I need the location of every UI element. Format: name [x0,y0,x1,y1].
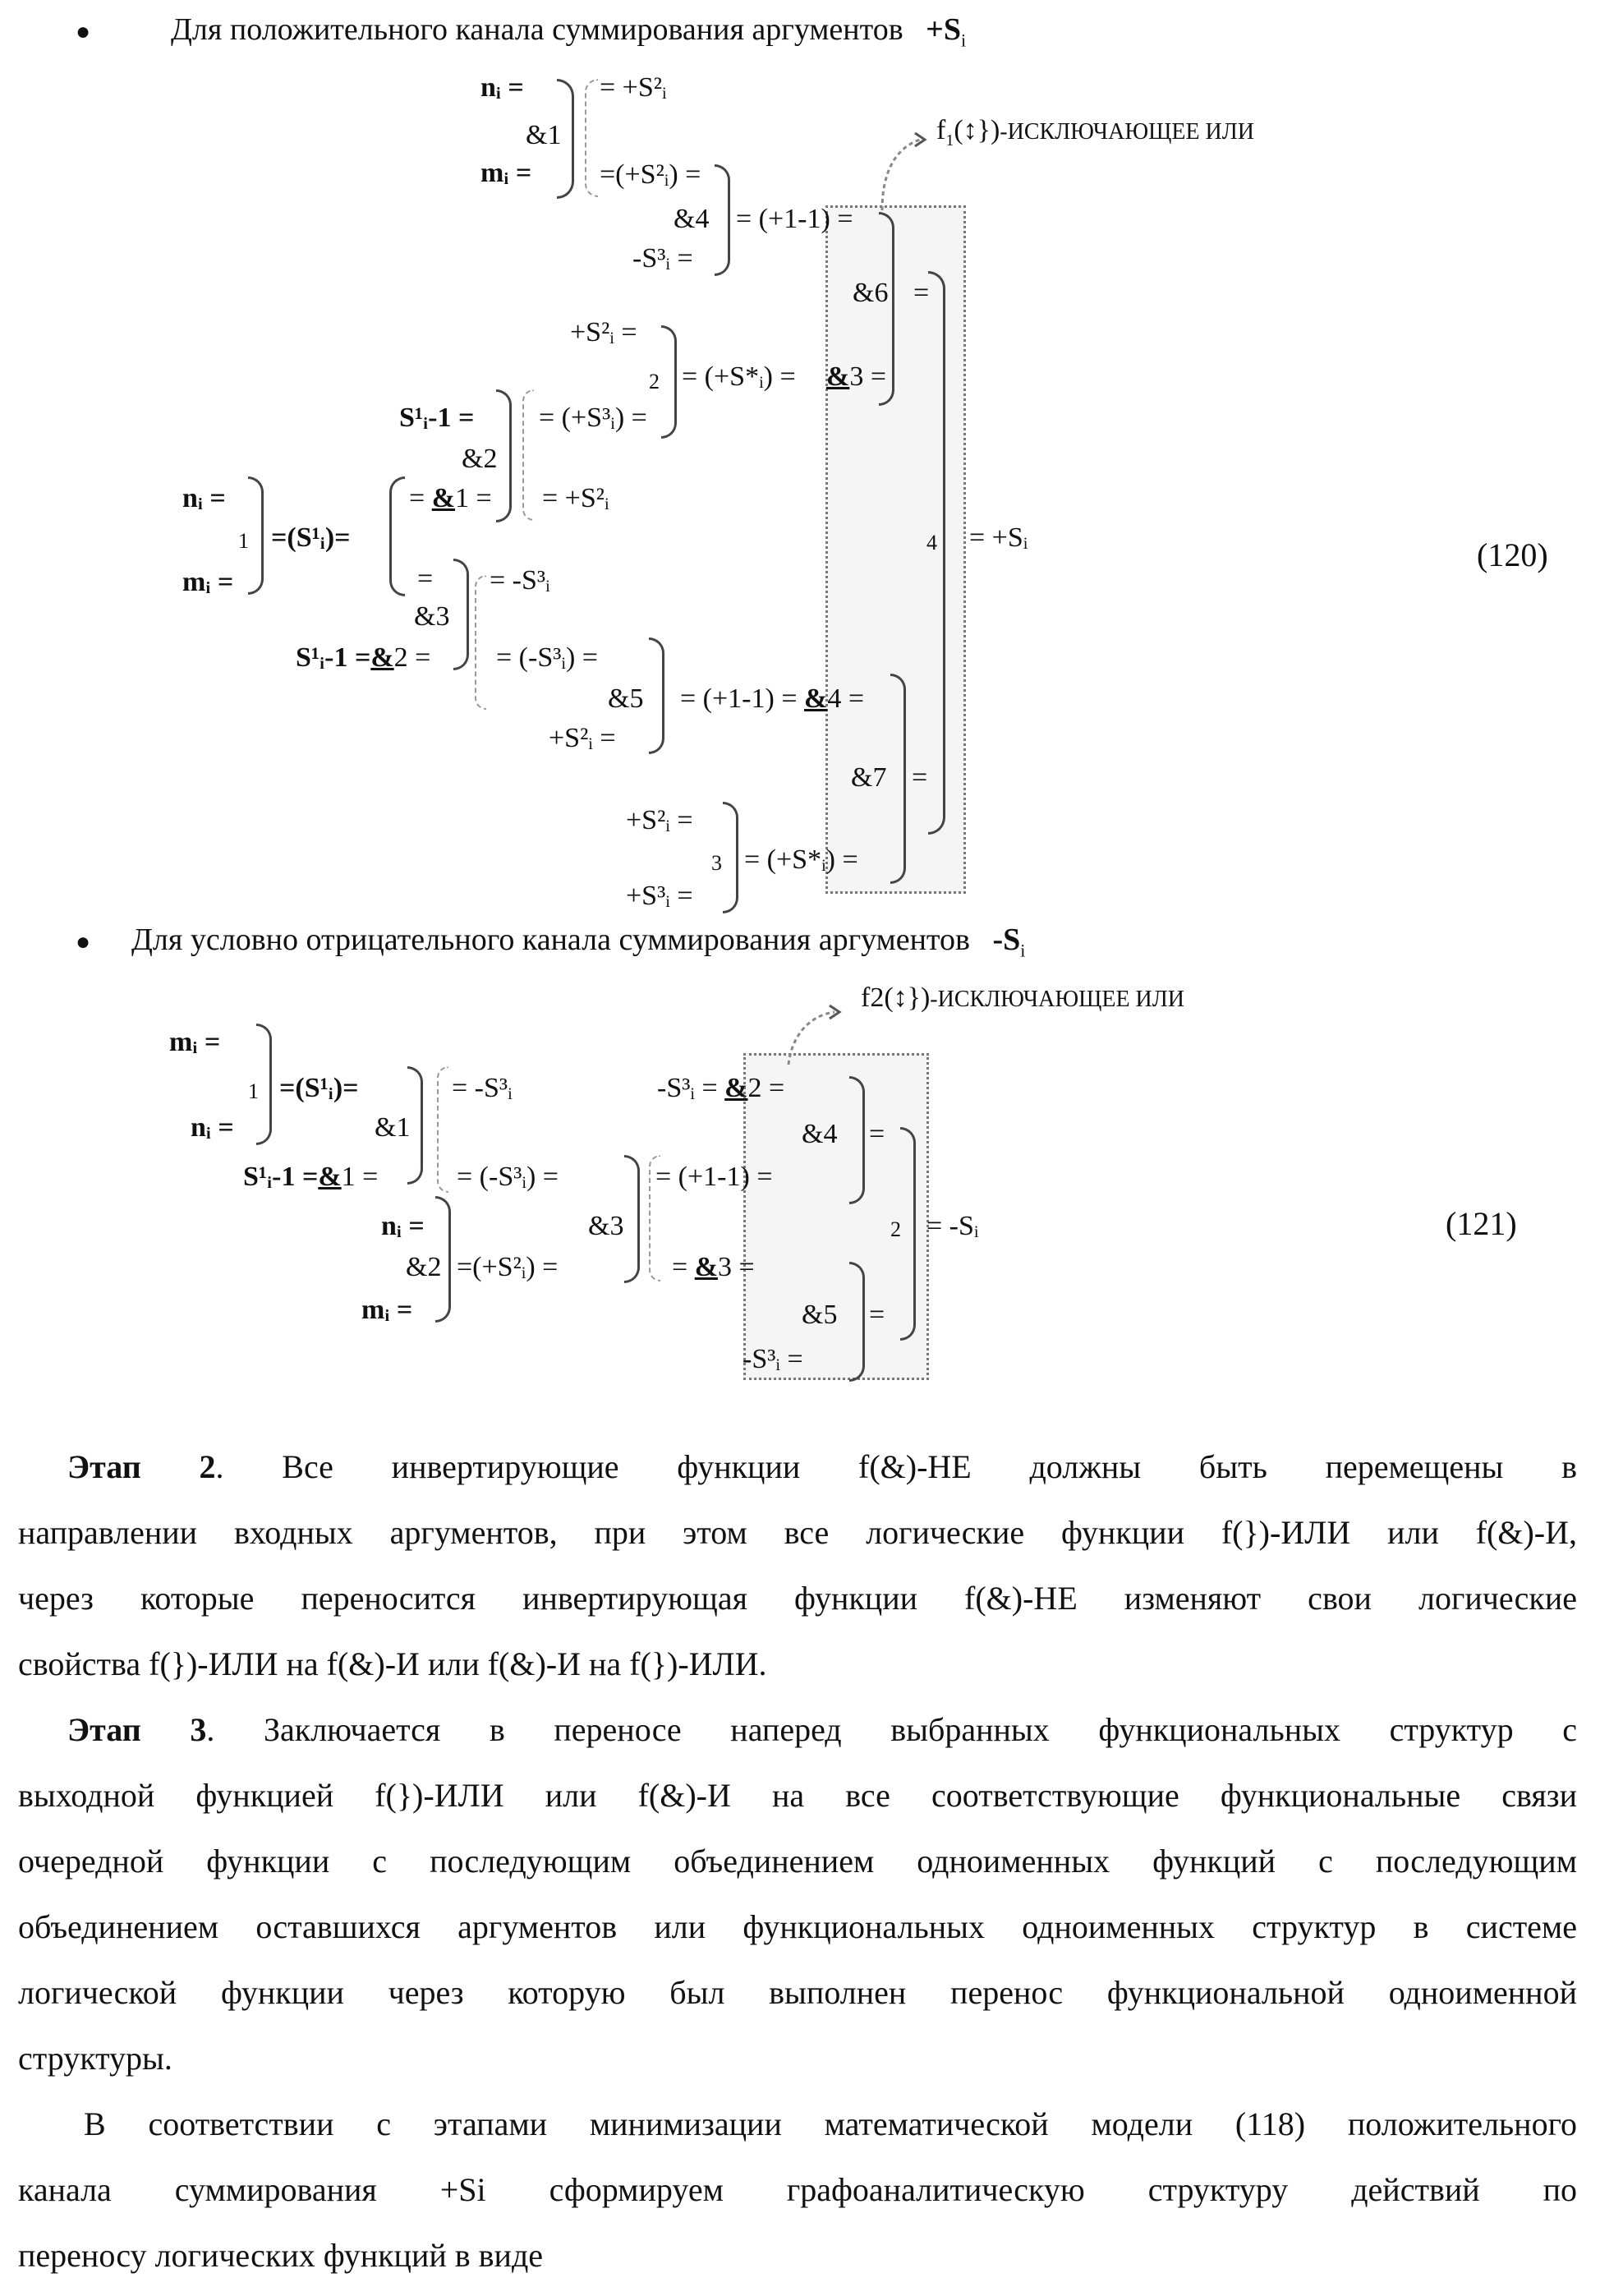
node-eq5: = [869,1300,885,1331]
text-line: Этап 2. Все инвертирующие функции f(&)-НЕ должны быть перемещены в [18,1434,1577,1500]
bullet-icon: ● [76,928,90,955]
symbol-minus-s: -Si [992,923,1025,957]
text-line: объединением оставшихся аргументов или функциональных одноименных структур в системе [18,1894,1577,1960]
label-3: 3 [711,848,722,879]
node-eq6: = [913,278,929,309]
node-sstar-a: = (+S*ᵢ) = [682,361,796,393]
node-s1i: =(S¹ᵢ)= [279,1073,359,1104]
node-s1i-1-and2: S¹ᵢ-1 =&2 = [296,642,430,674]
node-eq-lone: = [417,564,433,595]
label-2: 2 [890,1214,901,1245]
label-and3: &3 [414,601,449,633]
arrow-to-xor-label [879,131,928,214]
heading-negative-channel: Для условно отрицательного канала суммирования аргументов -Si [131,922,1025,969]
result-plus-si: = +Sᵢ [969,522,1028,554]
bullet-icon: ● [76,18,90,45]
text-line: В соответствии с этапами минимизации математической модели (118) положительного [18,2091,1577,2157]
label-and4: &4 [802,1119,837,1150]
node-and1-underlined: = &1 = [409,483,492,514]
label-and5: &5 [608,683,643,715]
brace-3 [723,802,738,913]
bullet-item-negative-channel [76,922,90,960]
label-and1: &1 [375,1112,410,1143]
result-minus-si: = -Sᵢ [926,1211,978,1242]
node-s3-neg: -S³ᵢ = [632,243,693,274]
xor-label-f2: f2(↕})-ИСКЛЮЧАЮЩЕЕ ИЛИ [861,982,1184,1014]
node-eq4: = [869,1119,885,1150]
brace-and5 [649,637,664,754]
label-and2: &2 [462,444,497,475]
node-s3-neg-b: = -S³ᵢ [490,565,550,596]
text-line: логической функции через которую был выполнен перенос функциональной одноименной [18,1960,1577,2026]
brace-and2 [496,389,512,522]
heading-positive-channel: Для положительного канала суммирования аргументов +Si [171,12,966,59]
node-s3-pos-d: +S³ᵢ = [626,881,693,912]
node-s1i-1-and1: S¹ᵢ-1 =&1 = [243,1162,378,1193]
text-line: канала суммирования +Si сформируем графоаналитическую структуру действий по [18,2157,1577,2223]
node-out-paren: =(+S²ᵢ) = [600,159,701,191]
node-s2-pos-b: = +S²ᵢ [542,483,609,514]
node-s3-neg-paren: = (-S³ᵢ) = [496,642,598,674]
label-and6: &6 [853,278,888,309]
node-res-11: = (+1-1) = [736,204,853,235]
brace-and5 [849,1262,865,1382]
node-m2: mᵢ = [361,1295,412,1326]
node-s1i: =(S¹ᵢ)= [271,522,351,554]
brace-split-s1i [389,476,405,596]
text-line: направлении входных аргументов, при этом все логические функции f(})-ИЛИ или f(&)-И, [18,1500,1577,1566]
text-line: Этап 3. Заключается в переносе наперед выбранных функциональных структур с [18,1697,1577,1763]
label-2: 2 [649,366,660,398]
node-out-top: = +S²ᵢ [600,72,667,104]
dashed-brace-split1 [437,1066,448,1193]
node-out-top: = -S³ᵢ [452,1073,513,1104]
text-line: очередной функции с последующим объединением одноименных функций с последующим [18,1829,1577,1894]
equation-number-120: (120) [1477,536,1548,574]
node-n1: nᵢ = [191,1112,234,1143]
label-4: 4 [926,527,937,559]
node-s3-neg-top: -S³ᵢ = &2 = [657,1073,784,1104]
label-and2: &2 [406,1252,441,1283]
xor-label-f1: f1(↕})-ИСКЛЮЧАЮЩЕЕ ИЛИ [936,115,1254,150]
node-and3-underlined: &3 = [826,361,886,393]
brace-and7 [890,674,906,884]
brace-and3 [453,559,469,670]
node-s2-pos-a: +S²ᵢ = [570,317,637,348]
label-and5: &5 [802,1300,837,1331]
node-s2-pos-paren: =(+S²ᵢ) = [457,1252,558,1283]
label-and1: &1 [526,120,561,151]
brace-and4 [715,164,730,276]
label-1: 1 [238,526,249,557]
text-line: переносу логических функций в виде [18,2223,1577,2289]
node-s3-pos-paren: = (+S³ᵢ) = [539,403,647,434]
symbol-plus-s: +Si [926,12,966,47]
equation-number-121: (121) [1446,1204,1517,1243]
dashed-brace-split3 [475,575,486,710]
node-m1: mᵢ = [169,1027,220,1058]
text-line: через которые переносится инвертирующая функции f(&)-НЕ изменяют свои логические [18,1566,1577,1631]
node-res-11: = (+1-1) = [655,1162,773,1193]
node-n: nᵢ = [480,72,524,104]
label-and3: &3 [588,1211,623,1242]
brace-2 [661,325,677,439]
node-s1i-1: S¹ᵢ-1 = [399,403,474,434]
label-1: 1 [248,1076,259,1107]
text-line: выходной функцией f(})-ИЛИ или f(&)-И на все соответствующие функциональные связи [18,1763,1577,1829]
node-eq-and3: = &3 = [672,1252,755,1283]
node-s2-pos-c: +S²ᵢ = [549,723,616,754]
label-and7: &7 [851,762,886,794]
node-m2: mᵢ = [182,567,233,598]
node-s3-neg-paren: = (-S³ᵢ) = [457,1162,559,1193]
dashed-brace-split2 [522,389,534,521]
arrow-to-xor-label-2 [785,1002,851,1068]
node-s3-neg-bot: -S³ᵢ = [743,1344,803,1375]
dashed-brace-split1 [585,79,598,197]
node-n2: nᵢ = [182,483,226,514]
brace-1 [248,476,264,595]
text-line: структуры. [18,2026,1577,2091]
brace-2 [900,1127,916,1341]
node-m: mᵢ = [480,158,531,189]
brace-and4 [849,1076,865,1204]
text-line: свойства f(})-ИЛИ на f(&)-И или f(&)-И на f(})-ИЛИ. [18,1631,1577,1697]
node-s2-pos-d: +S²ᵢ = [626,805,693,836]
node-eq7: = [912,762,927,794]
node-n2: nᵢ = [381,1211,425,1242]
bullet-item-positive-channel [76,12,90,50]
node-sstar-b: = (+S*ᵢ) = [744,844,858,876]
brace-and3 [624,1155,640,1283]
node-res-11b: = (+1-1) = &4 = [680,683,864,715]
label-and4: &4 [674,204,709,235]
